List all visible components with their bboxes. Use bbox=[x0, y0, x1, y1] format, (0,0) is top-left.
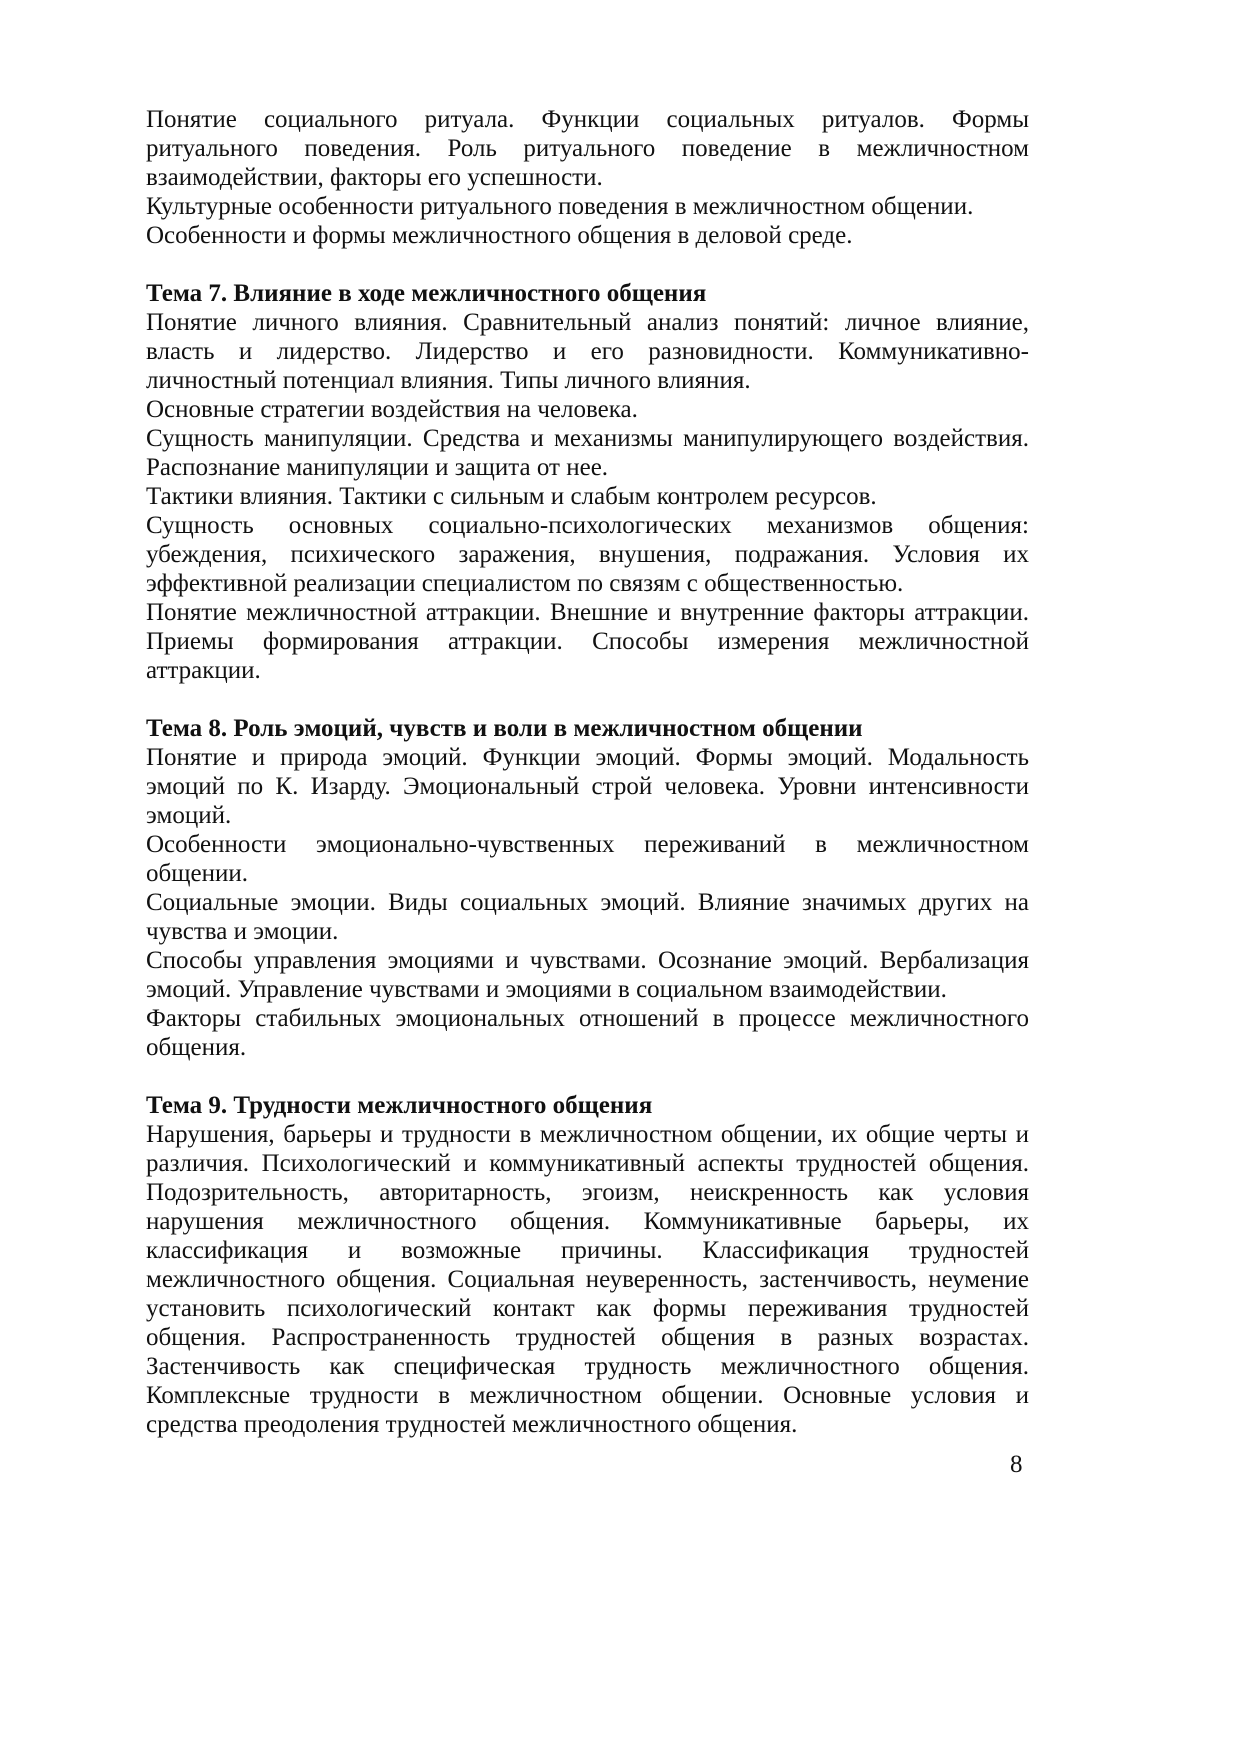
paragraph: Социальные эмоции. Виды социальных эмоций. Влияние значимых других на чувства и эмоции. bbox=[146, 889, 1029, 945]
paragraph: Способы управления эмоциями и чувствами. Осознание эмоций. Вербализация эмоций. Управление чувствами и эмоциями в социальном взаимодействии. bbox=[146, 947, 1029, 1003]
section bbox=[146, 714, 1029, 1062]
page-number: 8 bbox=[1010, 1451, 1023, 1478]
paragraph: Сущность основных социально-психологических механизмов общения: убеждения, психического заражения, внушения, подражания. Условия их эффективной реализации специалистом по связям с общественностью. bbox=[146, 512, 1029, 597]
section bbox=[146, 105, 1029, 250]
section-heading: Тема 7. Влияние в ходе межличностного общения bbox=[146, 280, 707, 307]
paragraph: Особенности и формы межличностного общения в деловой среде. bbox=[146, 222, 853, 249]
paragraph: Факторы стабильных эмоциональных отношений в процессе межличностного общения. bbox=[146, 1005, 1029, 1061]
section-heading: Тема 9. Трудности межличностного общения bbox=[146, 1092, 653, 1119]
paragraph: Понятие и природа эмоций. Функции эмоций. Формы эмоций. Модальность эмоций по К. Изарду. Эмоциональный строй человека. Уровни интенсивности эмоций. bbox=[146, 744, 1029, 829]
paragraph: Основные стратегии воздействия на человека. bbox=[146, 396, 638, 423]
section-heading: Тема 8. Роль эмоций, чувств и воли в межличностном общении bbox=[146, 715, 863, 742]
paragraph: Понятие личного влияния. Сравнительный анализ понятий: личное влияние, власть и лидерство. Лидерство и его разновидности. Коммуникативно-личностный потенциал влияния. Типы личного влияния. bbox=[146, 309, 1029, 394]
paragraph: Понятие социального ритуала. Функции социальных ритуалов. Формы ритуального поведения. Роль ритуального поведение в межличностном взаимодействии, факторы его успешности. bbox=[146, 106, 1029, 191]
section bbox=[146, 279, 1029, 685]
paragraph: Понятие межличностной аттракции. Внешние и внутренние факторы аттракции. Приемы формирования аттракции. Способы измерения межличностной аттракции. bbox=[146, 599, 1029, 684]
paragraph: Тактики влияния. Тактики с сильным и слабым контролем ресурсов. bbox=[146, 483, 877, 510]
paragraph: Сущность манипуляции. Средства и механизмы манипулирующего воздействия. Распознание манипуляции и защита от нее. bbox=[146, 425, 1029, 481]
paragraph: Нарушения, барьеры и трудности в межличностном общении, их общие черты и различия. Психологический и коммуникативный аспекты трудностей общения. Подозрительность, авторитарность, эгоизм, неискренность как условия нарушения межличностного общения. Коммуникативные барьеры, их классификация и возможные причины. Классификация трудностей межличностного общения. Социальная неуверенность, застенчивость, неумение установить психологический контакт как формы переживания трудностей общения. Распространенность трудностей общения в разных возрастах. Застенчивость как специфическая трудность межличностного общения. Комплексные трудности в межличностном общении. Основные условия и средства преодоления трудностей межличностного общения. bbox=[146, 1121, 1029, 1438]
paragraph: Культурные особенности ритуального поведения в межличностном общении. bbox=[146, 193, 974, 220]
document-body bbox=[146, 105, 1029, 1468]
section bbox=[146, 1091, 1029, 1439]
paragraph: Особенности эмоционально-чувственных переживаний в межличностном общении. bbox=[146, 831, 1029, 887]
